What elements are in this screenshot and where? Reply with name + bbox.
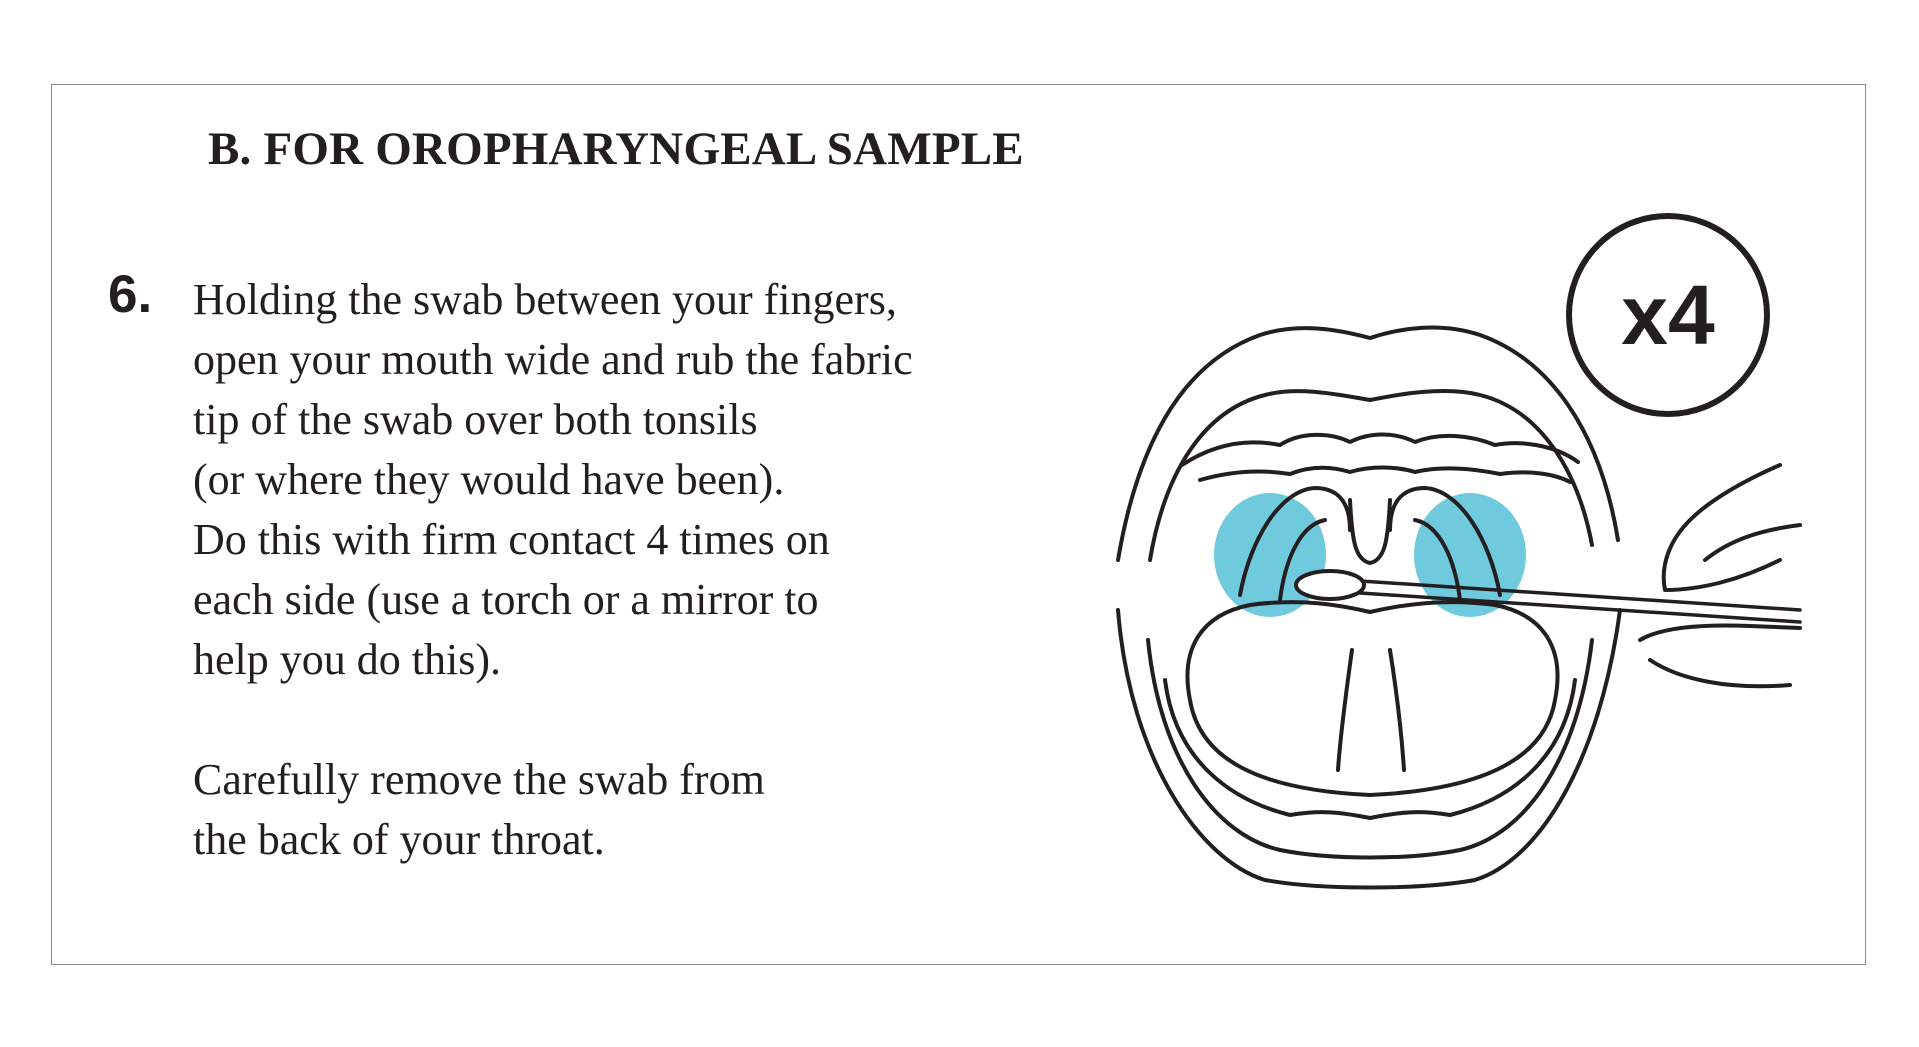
hand-palm (1650, 660, 1790, 686)
tongue-groove-right (1390, 650, 1404, 770)
lower-teeth (1165, 680, 1575, 818)
swab-stick (1345, 580, 1800, 622)
upper-teeth (1182, 435, 1578, 466)
upper-gum-line (1200, 468, 1570, 483)
instruction-line: the back of your throat. (193, 815, 605, 864)
hand-thumb (1664, 465, 1780, 590)
repeat-count-badge: x4 (1566, 213, 1770, 417)
section-title: B. FOR OROPHARYNGEAL SAMPLE (208, 123, 1024, 175)
tongue (1188, 602, 1558, 795)
swab-tip (1296, 571, 1364, 599)
lower-lip-outer (1118, 610, 1620, 888)
left-tonsil-highlight (1214, 493, 1326, 617)
instruction-line: Holding the swab between your fingers, (193, 275, 897, 324)
instruction-line: Do this with firm contact 4 times on (193, 515, 830, 564)
instruction-line: open your mouth wide and rub the fabric (193, 335, 913, 384)
step-instructions (193, 270, 1053, 870)
instruction-paragraph (193, 750, 1053, 870)
instruction-line: each side (use a torch or a mirror to (193, 575, 819, 624)
hand-finger (1705, 525, 1800, 560)
hand-lower-finger (1640, 626, 1800, 640)
instruction-line: Carefully remove the swab from (193, 755, 765, 804)
instruction-line: tip of the swab over both tonsils (193, 395, 758, 444)
step-number: 6. (108, 265, 153, 324)
uvula (1350, 500, 1390, 563)
instruction-line: help you do this). (193, 635, 501, 684)
instruction-paragraph (193, 270, 1053, 690)
tongue-groove (1338, 650, 1352, 770)
instruction-line: (or where they would have been). (193, 455, 785, 504)
